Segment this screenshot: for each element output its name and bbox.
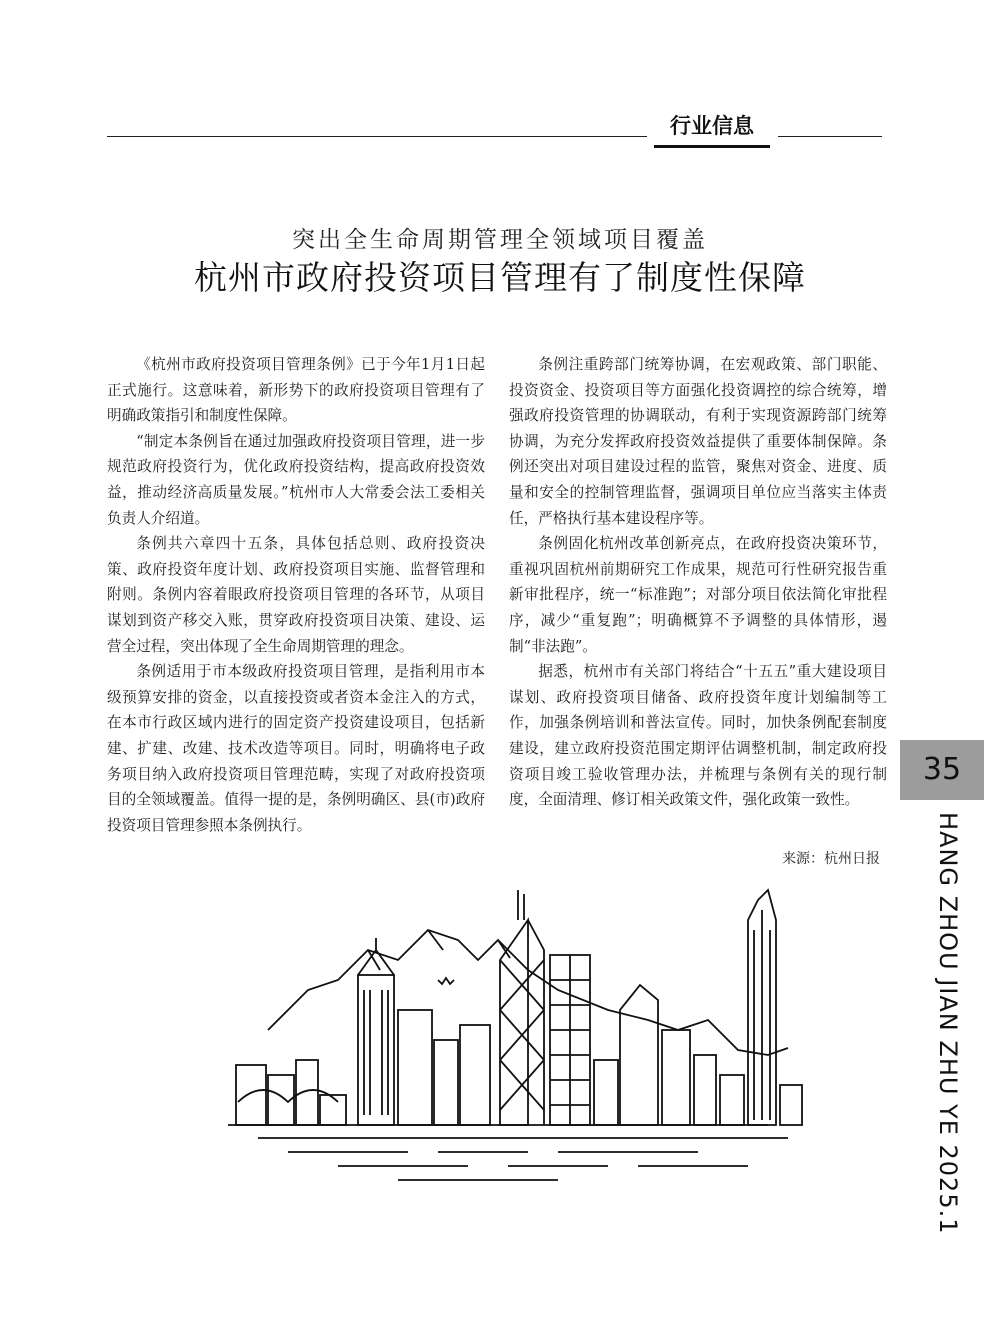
paragraph: “制定本条例旨在通过加强政府投资项目管理，进一步规范政府投资行为，优化政府投资结构，提高政府投资效益，推动经济高质量发展。”杭州市人大常委会法工委相关负责人介绍道。 [107, 432, 485, 527]
building [694, 1055, 716, 1125]
header-rule-left [107, 136, 647, 137]
convention-roof [238, 1090, 338, 1102]
boc-mast [518, 890, 524, 920]
paragraph: 据悉，杭州市有关部门将结合“十五五”重大建设项目谋划、政府投资项目储备、政府投资年度计划编制等工作，加强条例培训和普法宣传。同时，加快条例配套制度建设，建立政府投资范围定期评估调整机制，制定政府投资项目竣工验收管理办法，并梳理与条例有关的现行制度，全面清理、修订相关政策文件，强化政策一致性。 [509, 663, 887, 809]
boc-cross [500, 960, 544, 1110]
left-column [107, 352, 485, 838]
tower-windows [364, 990, 388, 1115]
building [434, 1040, 458, 1125]
building [720, 1075, 744, 1125]
building [236, 1065, 266, 1125]
building-grid [550, 955, 590, 1125]
building [398, 1010, 432, 1125]
article-subtitle: 突出全生命周期管理全领域项目覆盖 [292, 227, 708, 253]
article-source: 来源：杭州日报 [782, 851, 880, 867]
building [460, 1025, 490, 1125]
section-label: 行业信息 [652, 110, 772, 142]
water-ripples [288, 1152, 748, 1180]
city-skyline-illustration [228, 880, 888, 1240]
paragraph: 条例注重跨部门统筹协调，在宏观政策、部门职能、投资资金、投资项目等方面强化投资调控的综合统筹，增强政府投资管理的协调联动，有利于实现资源跨部门统筹协调，为充分发挥政府投资效益提供了重要体制保障。条例还突出对项目建设过程的监管，聚焦对资金、进度、质量和安全的控制管理监督，强调项目单位应当落实主体责任，严格执行基本建设程序等。 [509, 356, 887, 527]
building-angled [620, 985, 658, 1125]
page-number-tab: 35 [900, 740, 984, 800]
right-column [509, 352, 887, 813]
paragraph: 条例共六章四十五条，具体包括总则、政府投资决策、政府投资年度计划、政府投资项目实施、监督管理和附则。条例内容着眼政府投资项目管理的各环节，从项目谋划到资产移交入账，贯穿政府投资项目决策、建设、运营全过程，突出体现了全生命周期管理的理念。 [107, 535, 485, 655]
building [296, 1060, 318, 1125]
building [780, 1085, 802, 1125]
paragraph: 条例适用于市本级政府投资项目管理，是指利用市本级预算安排的资金，以直接投资或者资本金注入的方式，在本市行政区域内进行的固定资产投资建设项目，包括新建、扩建、改建、技术改造等项目。同时，明确将电子政务项目纳入政府投资项目管理范畴，实现了对政府投资项目的全领域覆盖。值得一提的是，条例明确区、县(市)政府投资项目管理参照本条例执行。 [107, 663, 485, 834]
building [594, 1060, 618, 1125]
header-rule-right [778, 136, 882, 137]
journal-name-vertical: HANG ZHOU JIAN ZHU YE 2025.1 [934, 812, 962, 1235]
paragraph: 《杭州市政府投资项目管理条例》已于今年1月1日起正式施行。这意味着，新形势下的政府投资项目管理有了明确政策指引和制度性保障。 [107, 356, 485, 425]
building [320, 1095, 346, 1125]
ifc-lines [754, 910, 770, 1120]
article-title: 杭州市政府投资项目管理有了制度性保障 [194, 258, 806, 297]
paragraph: 条例固化杭州改革创新亮点，在政府投资决策环节，重视巩固杭州前期研究工作成果，规范可行性研究报告重新审批程序，统一“标准跑”；对部分项目依法简化审批程序，减少“重复跑”；明确概算不予调整的具体情形，遏制“非法跑”。 [509, 535, 887, 655]
building [662, 1030, 690, 1125]
